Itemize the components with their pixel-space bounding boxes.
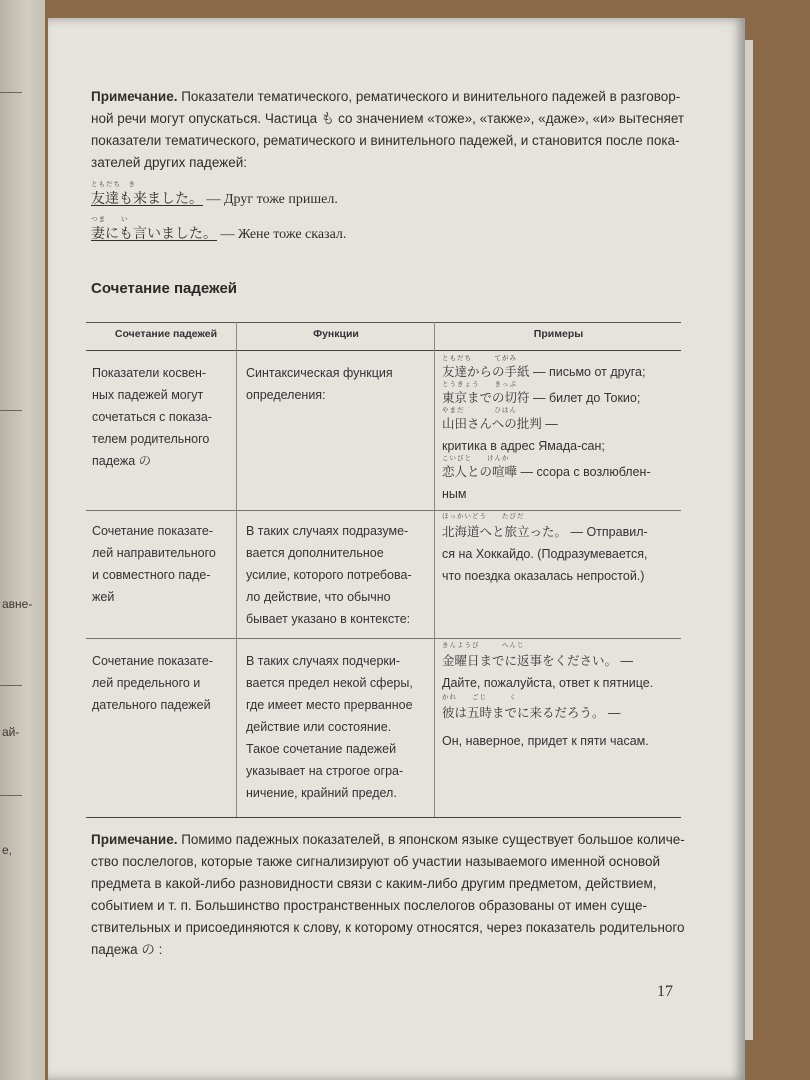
table-cell-combo: Сочетание показате- лей направительного и совместного паде- жей — [92, 524, 216, 604]
table-cell-combo: Сочетание показате- лей предельного и дательного падежей — [92, 654, 213, 712]
example-line: ともだち き 友達も来ました。 — Друг тоже пришел. — [91, 181, 338, 207]
table-column-divider — [434, 322, 435, 817]
table-header-rule — [86, 350, 681, 351]
table-header-functions: Функции — [313, 328, 359, 340]
table-row-divider — [86, 638, 681, 639]
table-column-divider — [236, 322, 237, 817]
note-label: Примечание. — [91, 89, 178, 104]
left-page-fragment: авне- — [2, 597, 33, 611]
table-row-divider — [86, 510, 681, 511]
table-cell-examples: ほっかいどう たびだ 北海道へと旅立った。 — Отправил- ся на Хоккайдо. (Подразумевается, что поездка оказалась непростой.) — [442, 513, 648, 583]
table-cell-function: В таких случаях подчерки- вается предел некой сферы, где имеет место прерванное действие или состояние. Такое сочетание падежей указывает на строгое огра- ничение, крайний предел. — [246, 654, 413, 800]
table-bottom-rule — [86, 817, 681, 818]
note-paragraph-2: Примечание. Помимо падежных показателей, в японском языке существует большое количе- ство послелогов, которые также сигнализируют об участии называемого именной основой предмета в какой-либо разновидности связи с каким-либо другим предметом, действием, событием и т. п. Большинство пространственных послелогов образованы от имен суще- ствительных и присоединяются к слову, к которому относятся, через показатель родительного падежа の : — [91, 832, 685, 957]
left-page-fragment: е, — [2, 843, 13, 857]
adjacent-left-page — [0, 0, 45, 1080]
table-header-combo: Сочетание падежей — [114, 328, 218, 340]
example-line: つま い 妻にも言いました。 — Жене тоже сказал. — [91, 216, 347, 242]
table-cell-examples: ともだち てがみ 友達からの手紙 — письмо от друга; とうきょう きっぷ 東京までの切符 — билет до Токио; やまだ ひはん 山田さんへの批判 — критика в адрес Ямада-сан; こいびと けんか 恋人との喧嘩 — ссора с возлюблен- ным — [442, 355, 651, 501]
page-edge — [745, 40, 753, 1040]
left-page-fragment: ай- — [2, 725, 20, 739]
left-page-rule — [0, 410, 22, 411]
left-page-rule — [0, 92, 22, 93]
table-cell-function: Синтаксическая функция определения: — [246, 366, 393, 402]
page-number: 17 — [657, 983, 673, 1000]
left-page-rule — [0, 685, 22, 686]
note-paragraph-1: Примечание. Показатели тематического, рематического и винительного падежей в разговор- ной речи могут опускаться. Частица も со значением «тоже», «также», «даже», «и» вытесняет показатели тематического, рематического и винительного падежей, и становится после пока- зателей других падежей: — [91, 89, 685, 170]
left-page-rule — [0, 795, 22, 796]
section-heading: Сочетание падежей — [91, 280, 238, 297]
note-label: Примечание. — [91, 832, 178, 847]
table-cell-examples: きんようび へんじ 金曜日までに返事をください。 — Дайте, пожалуйста, ответ к пятнице. かれ ごじ く 彼は五時までに来るだろう。 — Он, наверное, придет к пяти часам. — [442, 642, 654, 748]
table-header-examples: Примеры — [533, 328, 584, 340]
table-cell-combo: Показатели косвен- ных падежей могут сочетаться с показа- телем родительного падежа の — [92, 366, 212, 468]
table-top-rule — [86, 322, 681, 323]
table-cell-function: В таких случаях подразуме- вается дополнительное усилие, которого потребова- ло действие, что обычно бывает указано в контексте: — [246, 524, 412, 626]
